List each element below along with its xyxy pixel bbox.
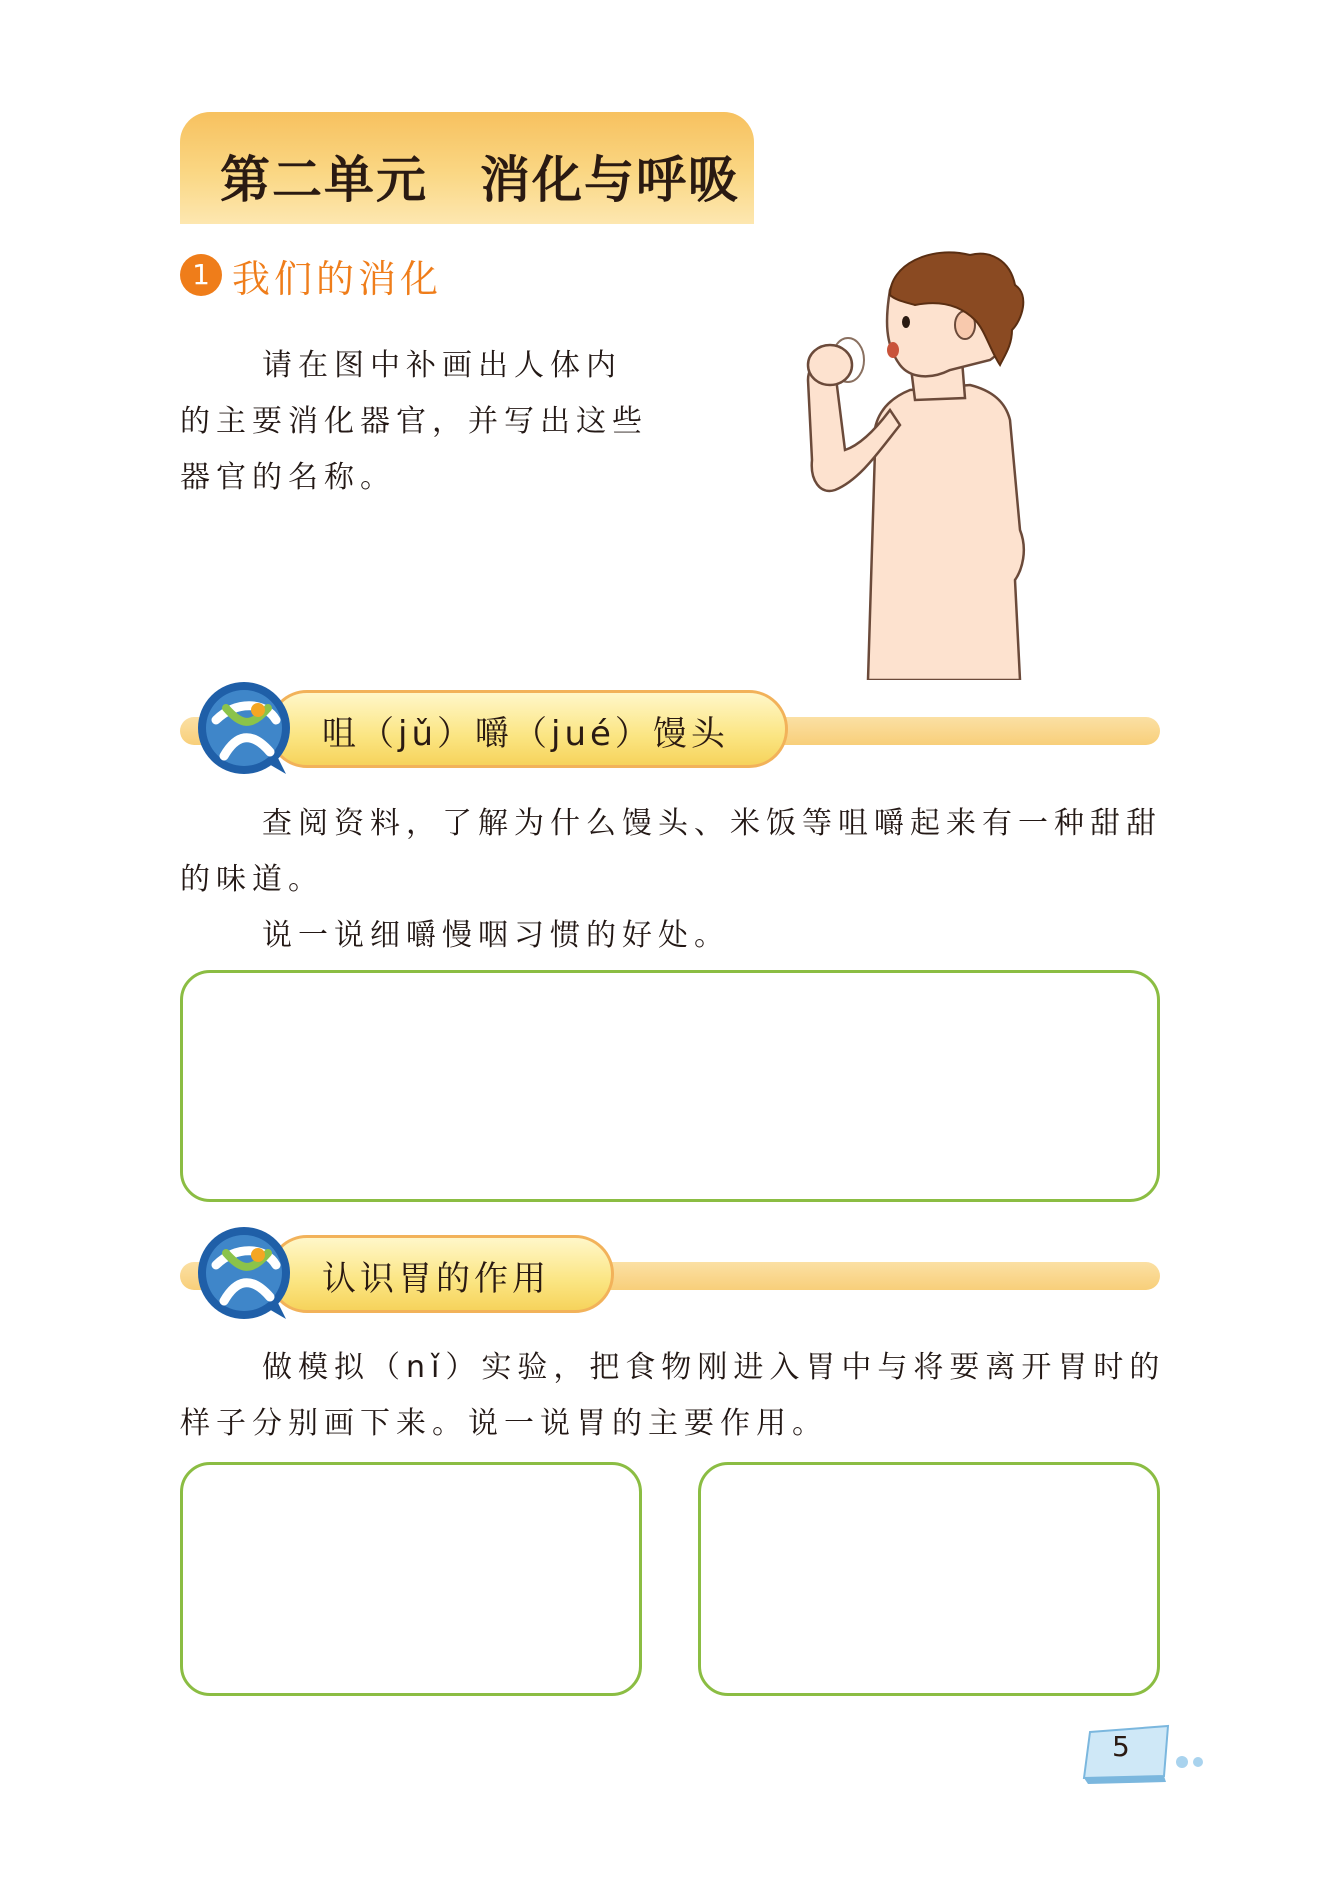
- section2-line-2: 样子分别画下来。说一说胃的主要作用。: [180, 1406, 828, 1441]
- lesson-number-badge: 1: [180, 254, 222, 296]
- stomach-after-drawing-box[interactable]: [698, 1462, 1160, 1696]
- intro-line-3: 器官的名称。: [180, 460, 396, 495]
- section1-title: 咀（jǔ）嚼（jué）馒头: [322, 714, 729, 754]
- hand: [808, 345, 852, 385]
- lesson-title: 我们的消化: [232, 257, 443, 301]
- section1-line-1: 查阅资料，了解为什么馒头、米饭等咀嚼起来有一种甜甜: [262, 806, 1162, 841]
- intro-line-2: 的主要消化器官，并写出这些: [180, 404, 648, 439]
- unit-title: 第二单元 消化与呼吸: [220, 150, 740, 209]
- stomach-before-drawing-box[interactable]: [180, 1462, 642, 1696]
- section1-science-activity-icon: [196, 680, 292, 776]
- section1-answer-box[interactable]: [180, 970, 1160, 1202]
- boy-eating-illustration: [790, 250, 1050, 680]
- section1-prompt: 说一说细嚼慢咽习惯的好处。: [262, 918, 730, 953]
- section2-science-activity-icon: [196, 1225, 292, 1321]
- page-number-tab: [1080, 1720, 1210, 1790]
- section2-title: 认识胃的作用: [322, 1259, 550, 1299]
- section1-line-2: 的味道。: [180, 862, 324, 897]
- page-number: 5: [1112, 1730, 1130, 1763]
- intro-line-1: 请在图中补画出人体内: [262, 348, 622, 383]
- section2-line-1: 做模拟（nǐ）实验，把食物刚进入胃中与将要离开胃时的: [262, 1350, 1166, 1385]
